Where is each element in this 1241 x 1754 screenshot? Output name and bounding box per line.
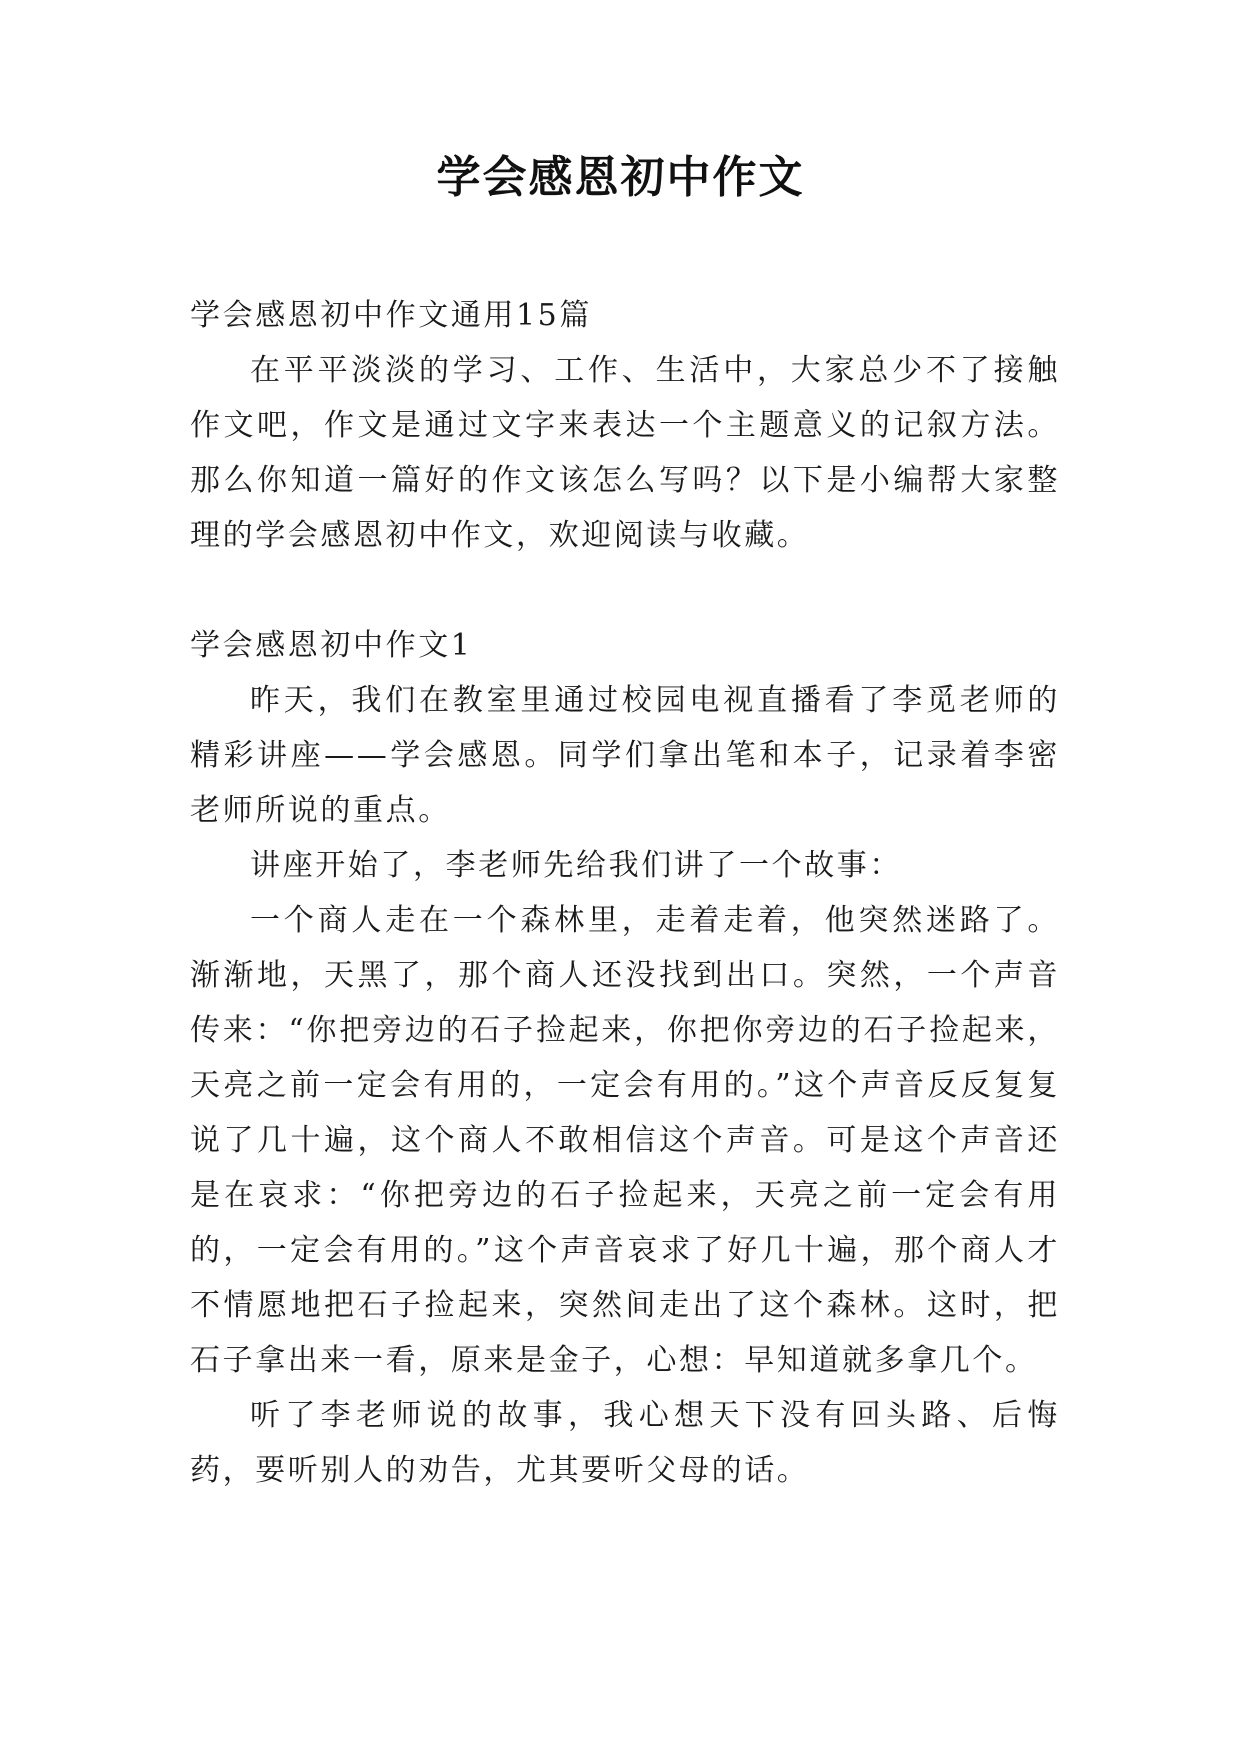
document-title: 学会感恩初中作文: [436, 152, 805, 203]
section-heading: 学会感恩初中作文1: [190, 628, 473, 663]
paragraph: 听了李老师说的故事，我心想天下没有回头路、后悔药，要听别人的劝告，尤其要听父母的话。: [190, 1398, 1060, 1488]
paragraph: 讲座开始了，李老师先给我们讲了一个故事：: [250, 848, 902, 883]
document-subtitle: 学会感恩初中作文通用15篇: [190, 298, 592, 333]
document-body: [190, 288, 1060, 1498]
intro-paragraph: 在平平淡淡的学习、工作、生活中，大家总少不了接触作文吧，作文是通过文字来表达一个主题意义的记叙方法。那么你知道一篇好的作文该怎么写吗？以下是小编帮大家整理的学会感恩初中作文，欢迎阅读与收藏。: [190, 353, 1060, 553]
paragraph: 昨天，我们在教室里通过校园电视直播看了李觅老师的精彩讲座——学会感恩。同学们拿出笔和本子，记录着李密老师所说的重点。: [190, 683, 1060, 828]
paragraph: 一个商人走在一个森林里，走着走着，他突然迷路了。渐渐地，天黑了，那个商人还没找到出口。突然，一个声音传来：“你把旁边的石子捡起来，你把你旁边的石子捡起来，天亮之前一定会有用的，一定会有用的。”这个声音反反复复说了几十遍，这个商人不敢相信这个声音。可是这个声音还是在哀求：“你把旁边的石子捡起来，天亮之前一定会有用的，一定会有用的。”这个声音哀求了好几十遍，那个商人才不情愿地把石子捡起来，突然间走出了这个森林。这时，把石子拿出来一看，原来是金子，心想：早知道就多拿几个。: [190, 903, 1060, 1378]
